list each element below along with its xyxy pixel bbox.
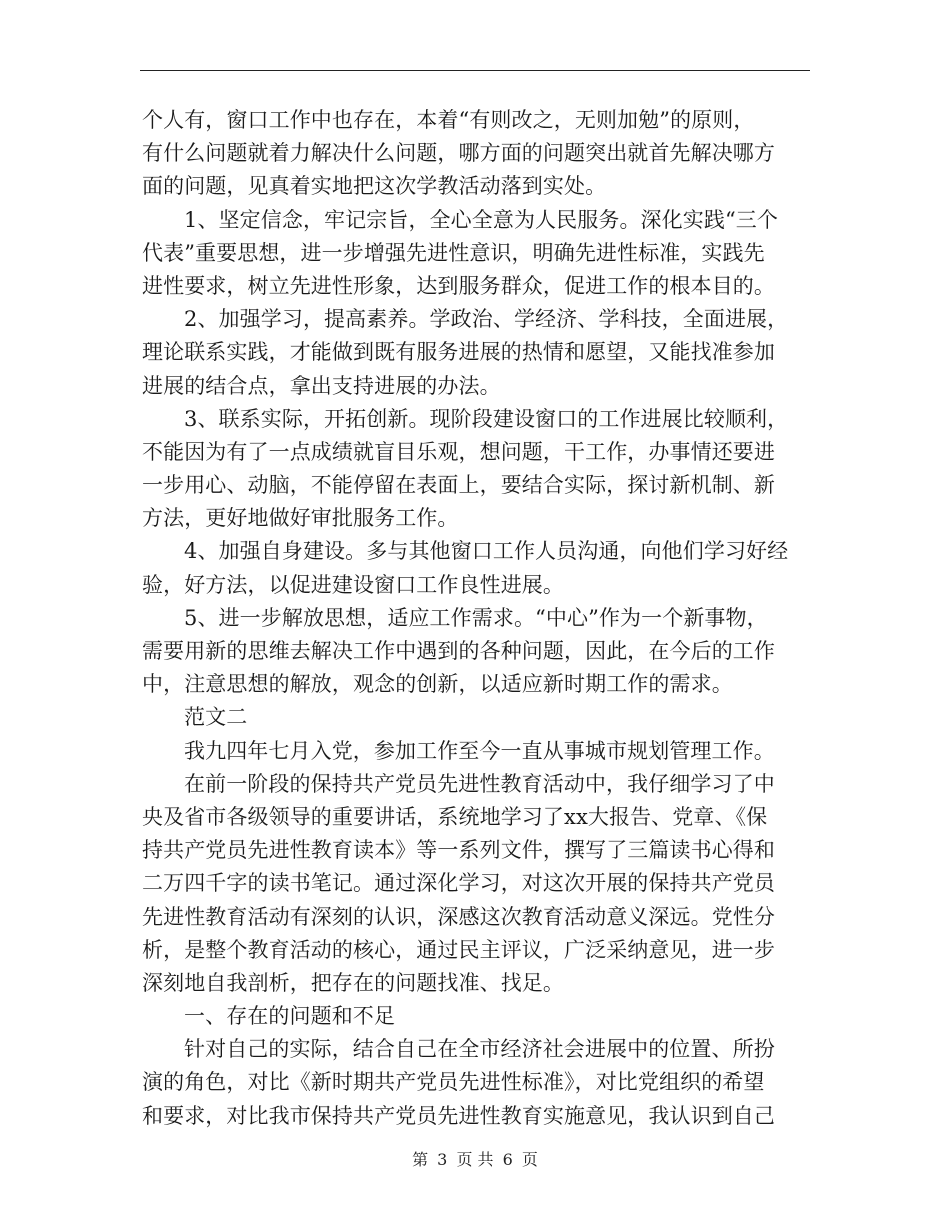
text-line: 有什么问题就着力解决什么问题，哪方面的问题突出就首先解决哪方 [142,141,775,166]
text-line: 一、存在的问题和不足 [184,1004,395,1029]
text-line: 先进性教育活动有深刻的认识，深感这次教育活动意义深远。党性分 [142,904,775,929]
text-line: 我九四年七月入党，参加工作至今一直从事城市规划管理工作。 [184,738,775,763]
text-line: 需要用新的思维去解决工作中遇到的各种问题，因此，在今后的工作 [142,639,775,663]
text-line: 二万四千字的读书笔记。通过深化学习，对这次开展的保持共产党员 [142,871,775,896]
text-line: 持共产党员先进性教育读本》等一系列文件，撰写了三篇读书心得和 [142,838,775,863]
text-line: 和要求，对比我市保持共产党员先进性教育实施意见，我认识到自己 [142,1103,775,1128]
footer-prefix: 第 [412,1150,429,1169]
text-line: 析，是整个教育活动的核心，通过民主评议，广泛采纳意见，进一步 [142,937,775,962]
text-line: 进性要求，树立先进性形象，达到服务群众，促进工作的根本目的。 [142,273,775,298]
body-text [142,104,802,1133]
footer-total-pages: 6 [502,1150,513,1169]
text-line: 一步用心、动脑，不能停留在表面上，要结合实际，探讨新机制、新 [142,473,775,498]
text-line: 3、联系实际，开拓创新。现阶段建设窗口的工作进展比较顺利， [184,406,789,431]
text-line: 2、加强学习，提高素养。学政治、学经济、学科技，全面进展， [184,307,789,332]
text-line: 代表”重要思想，进一步增强先进性意识，明确先进性标准，实践先 [142,240,765,265]
text-line: 深刻地自我剖析，把存在的问题找准、找足。 [142,970,564,995]
text-line: 中，注意思想的解放，观念的创新，以适应新时期工作的需求。 [142,672,733,697]
text-line: 验，好方法，以促进建设窗口工作良性进展。 [142,572,564,597]
text-line: 范文二 [184,705,248,730]
text-line: 5、进一步解放思想，适应工作需求。“中心”作为一个新事物， [184,605,768,630]
text-line: 方法，更好地做好审批服务工作。 [142,506,459,531]
text-line: 央及省市各级领导的重要讲话，系统地学习了xx大报告、党章、《保 [142,804,768,829]
text-line: 演的角色，对比《新时期共产党员先进性标准》，对比党组织的希望 [142,1070,765,1095]
text-line: 理论联系实践，才能做到既有服务进展的热情和愿望，又能找准参加 [142,340,775,365]
text-line: 1、坚定信念，牢记宗旨，全心全意为人民服务。深化实践“三个 [184,207,778,232]
text-line: 针对自己的实际，结合自己在全市经济社会进展中的位置、所扮 [184,1037,775,1062]
text-line: 在前一阶段的保持共产党员先进性教育活动中，我仔细学习了中 [184,771,775,796]
footer-suffix: 页 [521,1150,538,1169]
footer-middle: 页 共 [456,1150,494,1169]
footer-page-number: 3 [437,1150,448,1169]
text-line: 4、加强自身建设。多与其他窗口工作人员沟通，向他们学习好经 [184,539,789,564]
header-rule [140,70,810,71]
page-footer [0,1150,950,1170]
text-line: 面的问题，见真着实地把这次学教活动落到实处。 [142,174,607,199]
text-line: 不能因为有了一点成绩就盲目乐观，想问题，干工作，办事情还要进 [142,439,775,464]
text-line: 个人有，窗口工作中也存在，本着“有则改之，无则加勉”的原则， [142,108,755,132]
text-line: 进展的结合点，拿出支持进展的办法。 [142,373,501,398]
